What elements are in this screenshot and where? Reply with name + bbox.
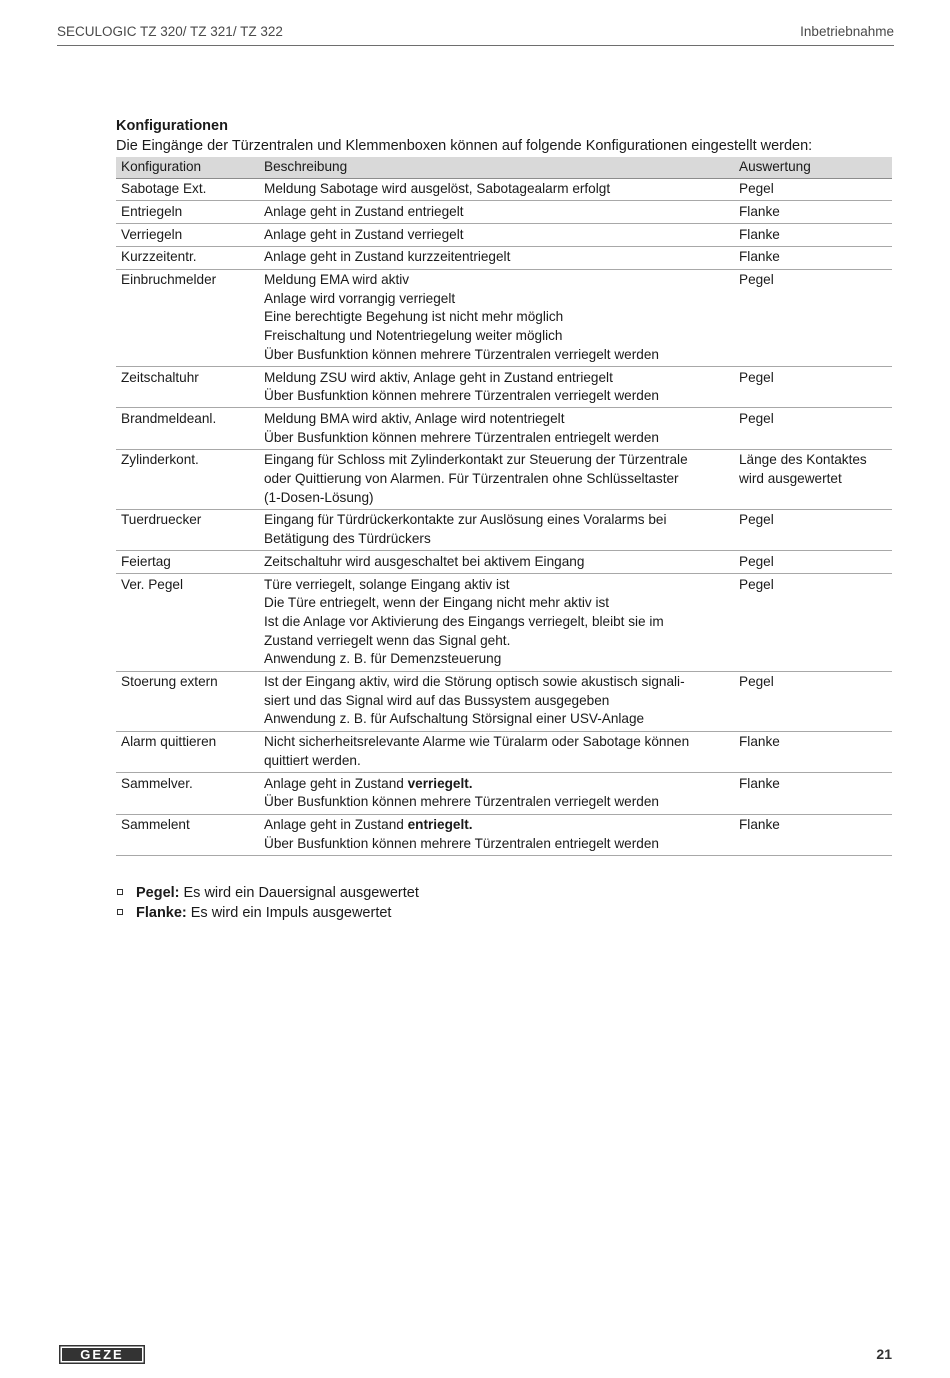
- legend-term: Pegel:: [136, 884, 180, 901]
- description-text: Über Busfunktion können mehrere Türzentralen verriegelt werden: [264, 346, 659, 362]
- description-text: Freischaltung und Notentriegelung weiter möglich: [264, 328, 563, 344]
- evaluation-text: Pegel: [739, 369, 774, 385]
- description-text: Eingang für Türdrückerkontakte zur Auslösung eines Voralarms bei: [264, 512, 667, 528]
- description-cell: [259, 224, 734, 247]
- evaluation-text: Flanke: [739, 775, 780, 791]
- description-text: Türe verriegelt, solange Eingang aktiv ist: [264, 576, 510, 592]
- evaluation-cell: [734, 246, 892, 269]
- description-line: [264, 576, 730, 595]
- evaluation-text: Flanke: [739, 734, 780, 750]
- column-header-configuration: Konfiguration: [116, 157, 259, 178]
- description-cell: [259, 731, 734, 772]
- evaluation-cell: [734, 449, 892, 509]
- evaluation-cell: [734, 731, 892, 772]
- description-line: [264, 692, 730, 711]
- configuration-cell: Zeitschaltuhr: [116, 367, 259, 408]
- description-cell: [259, 449, 734, 509]
- legend: [116, 883, 892, 924]
- table-row: [116, 731, 892, 772]
- configuration-cell: Sammelver.: [116, 773, 259, 814]
- description-line: [264, 530, 730, 549]
- description-line: [264, 410, 730, 429]
- configuration-cell: Tuerdruecker: [116, 509, 259, 550]
- legend-text: Es wird ein Impuls ausgewertet: [190, 905, 392, 922]
- description-text: Zustand verriegelt wenn das Signal geht.: [264, 632, 511, 648]
- description-text: Über Busfunktion können mehrere Türzentralen entriegelt werden: [264, 835, 659, 851]
- description-text: Meldung EMA wird aktiv: [264, 272, 410, 288]
- description-text: Über Busfunktion können mehrere Türzentralen verriegelt werden: [264, 388, 659, 404]
- description-line: [264, 451, 730, 470]
- description-text: Anlage geht in Zustand kurzzeitentriegelt: [264, 249, 511, 265]
- description-line: [264, 632, 730, 651]
- description-line: [264, 511, 730, 530]
- configuration-cell: Feiertag: [116, 551, 259, 574]
- column-header-evaluation: Auswertung: [734, 157, 892, 178]
- description-line: [264, 470, 730, 489]
- description-line: [264, 429, 730, 448]
- evaluation-cell: [734, 269, 892, 367]
- configuration-cell: Entriegeln: [116, 201, 259, 224]
- evaluation-cell: [734, 773, 892, 814]
- table-row: [116, 408, 892, 449]
- description-line: [264, 710, 730, 729]
- description-cell: [259, 201, 734, 224]
- description-text: Meldung Sabotage wird ausgelöst, Sabotagealarm erfolgt: [264, 181, 611, 197]
- configuration-cell: Einbruchmelder: [116, 269, 259, 367]
- evaluation-cell: [734, 574, 892, 672]
- table-row: [116, 509, 892, 550]
- configuration-cell: Brandmeldeanl.: [116, 408, 259, 449]
- description-line: [264, 816, 730, 835]
- description-text: Zeitschaltuhr wird ausgeschaltet bei aktivem Eingang: [264, 553, 585, 569]
- evaluation-text: Pegel: [739, 272, 774, 288]
- table-row: [116, 201, 892, 224]
- description-line: [264, 308, 730, 327]
- description-line: [264, 733, 730, 752]
- evaluation-cell: [734, 178, 892, 201]
- evaluation-text: Pegel: [739, 576, 774, 592]
- table-row: [116, 178, 892, 201]
- description-line: [264, 203, 730, 222]
- legend-item-flanke: [116, 903, 892, 924]
- description-line: [264, 180, 730, 199]
- description-text: Über Busfunktion können mehrere Türzentralen entriegelt werden: [264, 429, 659, 445]
- description-text: Betätigung des Türdrückers: [264, 531, 431, 547]
- section-title: Konfigurationen: [116, 118, 228, 134]
- evaluation-text: Pegel: [739, 410, 774, 426]
- description-text: (1-Dosen-Lösung): [264, 489, 374, 505]
- description-text: Anlage geht in Zustand: [264, 817, 408, 832]
- description-text: Anlage geht in Zustand verriegelt: [264, 226, 464, 242]
- evaluation-cell: [734, 408, 892, 449]
- description-text: Anlage geht in Zustand entriegelt: [264, 203, 464, 219]
- evaluation-cell: [734, 551, 892, 574]
- description-cell: [259, 246, 734, 269]
- table-row: [116, 773, 892, 814]
- description-emphasis: verriegelt.: [407, 775, 473, 791]
- description-line: [264, 553, 730, 572]
- page-header: [57, 24, 894, 46]
- configuration-cell: Verriegeln: [116, 224, 259, 247]
- table-row: [116, 449, 892, 509]
- description-line: [264, 793, 730, 812]
- table-row: [116, 367, 892, 408]
- configuration-cell: Ver. Pegel: [116, 574, 259, 672]
- configuration-cell: Kurzzeitentr.: [116, 246, 259, 269]
- description-line: [264, 369, 730, 388]
- page-number: 21: [876, 1346, 892, 1362]
- evaluation-cell: [734, 224, 892, 247]
- chapter-title: Inbetriebnahme: [800, 24, 894, 39]
- configuration-cell: Alarm quittieren: [116, 731, 259, 772]
- description-text: Eine berechtigte Begehung ist nicht mehr möglich: [264, 309, 564, 325]
- table-row: [116, 551, 892, 574]
- description-line: [264, 673, 730, 692]
- description-text: Anlage geht in Zustand: [264, 775, 408, 791]
- description-text: Nicht sicherheitsrelevante Alarme wie Türalarm oder Sabotage können: [264, 734, 690, 750]
- description-line: [264, 835, 730, 854]
- description-line: [264, 346, 730, 365]
- description-line: [264, 650, 730, 669]
- square-bullet-icon: [117, 889, 123, 895]
- evaluation-text: Pegel: [739, 674, 774, 690]
- description-line: [264, 489, 730, 508]
- table-row: [116, 574, 892, 672]
- table-row: [116, 246, 892, 269]
- square-bullet-icon: [117, 909, 123, 915]
- evaluation-text: Flanke: [739, 226, 780, 242]
- description-cell: [259, 773, 734, 814]
- description-text: Meldung ZSU wird aktiv, Anlage geht in Zustand entriegelt: [264, 369, 613, 385]
- configuration-cell: Zylinderkont.: [116, 449, 259, 509]
- description-text: Ist die Anlage vor Aktivierung des Eingangs verriegelt, bleibt sie im: [264, 613, 664, 629]
- description-text: Meldung BMA wird aktiv, Anlage wird notentriegelt: [264, 410, 565, 426]
- description-line: [264, 327, 730, 346]
- evaluation-text: wird ausgewertet: [739, 471, 842, 487]
- evaluation-text: Pegel: [739, 553, 774, 569]
- configuration-table: [116, 157, 892, 856]
- evaluation-cell: [734, 367, 892, 408]
- description-cell: [259, 509, 734, 550]
- description-text: Anwendung z. B. für Demenzsteuerung: [264, 651, 502, 667]
- column-header-description: Beschreibung: [259, 157, 734, 178]
- evaluation-text: Pegel: [739, 512, 774, 528]
- description-text: siert und das Signal wird auf das Bussystem ausgegeben: [264, 692, 610, 708]
- configuration-cell: Sabotage Ext.: [116, 178, 259, 201]
- description-text: oder Quittierung von Alarmen. Für Türzentralen ohne Schlüsseltaster: [264, 471, 679, 487]
- description-line: [264, 613, 730, 632]
- description-line: [264, 271, 730, 290]
- description-line: [264, 226, 730, 245]
- description-line: [264, 387, 730, 406]
- table-header-row: [116, 157, 892, 178]
- evaluation-cell: [734, 671, 892, 731]
- configuration-cell: Stoerung extern: [116, 671, 259, 731]
- geze-logo: [59, 1345, 145, 1364]
- evaluation-cell: [734, 814, 892, 855]
- description-cell: [259, 574, 734, 672]
- table-row: [116, 269, 892, 367]
- description-text: Ist der Eingang aktiv, wird die Störung optisch sowie akustisch signali-: [264, 674, 685, 690]
- logo-text: GEZE: [80, 1347, 124, 1363]
- description-cell: [259, 408, 734, 449]
- description-cell: [259, 178, 734, 201]
- description-line: [264, 752, 730, 771]
- description-text: Eingang für Schloss mit Zylinderkontakt zur Steuerung der Türzentrale: [264, 452, 688, 468]
- description-line: [264, 775, 730, 794]
- table-row: [116, 224, 892, 247]
- evaluation-text: Flanke: [739, 203, 780, 219]
- description-text: Anlage wird vorrangig verriegelt: [264, 290, 456, 306]
- description-cell: [259, 814, 734, 855]
- evaluation-text: Pegel: [739, 181, 774, 197]
- evaluation-text: Länge des Kontaktes: [739, 452, 867, 468]
- configuration-cell: Sammelent: [116, 814, 259, 855]
- description-cell: [259, 367, 734, 408]
- description-line: [264, 594, 730, 613]
- description-cell: [259, 551, 734, 574]
- legend-item-pegel: [116, 883, 892, 904]
- section-intro: Die Eingänge der Türzentralen und Klemmenboxen können auf folgende Konfigurationen eingestellt werden:: [116, 138, 813, 154]
- table-body: [116, 178, 892, 855]
- legend-text: Es wird ein Dauersignal ausgewertet: [183, 884, 419, 901]
- evaluation-text: Flanke: [739, 249, 780, 265]
- description-text: Über Busfunktion können mehrere Türzentralen verriegelt werden: [264, 794, 659, 810]
- evaluation-cell: [734, 201, 892, 224]
- description-text: Anwendung z. B. für Aufschaltung Störsignal einer USV-Anlage: [264, 711, 645, 727]
- description-text: quittiert werden.: [264, 752, 361, 768]
- document-title: SECULOGIC TZ 320/ TZ 321/ TZ 322: [57, 24, 283, 39]
- legend-term: Flanke:: [136, 905, 187, 922]
- table-row: [116, 671, 892, 731]
- main-content: [116, 116, 892, 924]
- description-cell: [259, 671, 734, 731]
- evaluation-text: Flanke: [739, 817, 780, 832]
- description-line: [264, 248, 730, 267]
- description-cell: [259, 269, 734, 367]
- evaluation-cell: [734, 509, 892, 550]
- description-line: [264, 290, 730, 309]
- description-emphasis: entriegelt.: [407, 817, 473, 832]
- description-text: Die Türe entriegelt, wenn der Eingang nicht mehr aktiv ist: [264, 595, 610, 611]
- table-row: [116, 814, 892, 855]
